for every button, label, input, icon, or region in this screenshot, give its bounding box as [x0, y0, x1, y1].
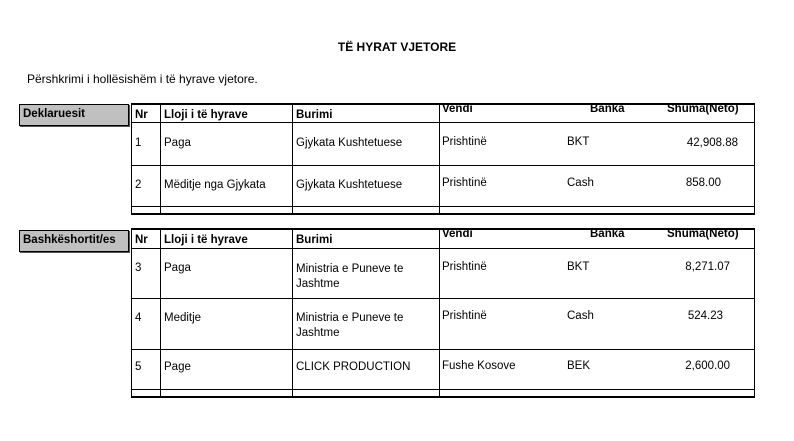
table-rule — [131, 228, 132, 398]
table-rule — [131, 349, 754, 350]
cell-amount: 42,908.88 — [686, 137, 738, 149]
cell-amount: 2,600.00 — [685, 360, 730, 372]
cell-source: CLICK PRODUCTION — [296, 361, 411, 373]
cell-bank: Cash — [567, 310, 594, 322]
table-rule — [754, 228, 755, 398]
header-amount: Shuma(Neto) — [667, 103, 739, 115]
header-source: Burimi — [296, 234, 333, 246]
cell-place: Prishtinë — [442, 261, 487, 273]
cell-bank: Cash — [567, 177, 594, 189]
cell-amount: 524.23 — [687, 310, 723, 322]
cell-income-type: Meditje — [164, 312, 202, 324]
table-rule — [131, 298, 754, 299]
table-rule — [292, 103, 293, 215]
header-nr: Nr — [135, 234, 148, 246]
cell-source: Gjykata Kushtetuese — [296, 179, 403, 191]
cell-nr: 2 — [135, 179, 142, 191]
cell-bank: BKT — [567, 136, 590, 148]
table-rule — [131, 248, 754, 249]
cell-bank: BKT — [567, 261, 590, 273]
cell-source: Ministria e Puneve te Jashtme — [296, 263, 404, 290]
cell-source: Gjykata Kushtetuese — [296, 137, 403, 149]
cell-income-type: Mëditje nga Gjykata — [164, 179, 266, 191]
header-place: Vendi — [442, 103, 473, 115]
cell-income-type: Paga — [164, 137, 191, 149]
table-rule — [131, 396, 754, 398]
table-rule — [131, 213, 754, 215]
table-rule — [439, 228, 440, 398]
header-bank: Banka — [590, 103, 625, 115]
cell-source: Ministria e Puneve te Jashtme — [296, 312, 404, 339]
cell-place: Prishtinë — [442, 177, 487, 189]
cell-bank: BEK — [567, 360, 591, 372]
header-income-type: Lloji i të hyrave — [164, 234, 248, 246]
table-rule — [131, 103, 132, 215]
cell-nr: 4 — [135, 312, 142, 324]
table-rule — [160, 228, 161, 398]
cell-amount: 8,271.07 — [685, 261, 730, 273]
table-rule — [439, 103, 440, 215]
cell-income-type: Paga — [164, 262, 191, 274]
cell-place: Prishtinë — [442, 136, 487, 148]
header-source: Burimi — [296, 109, 333, 121]
table-rule — [131, 206, 754, 207]
document-title: TË HYRAT VJETORE — [337, 40, 457, 54]
header-place: Vendi — [442, 228, 473, 240]
cell-nr: 3 — [135, 262, 142, 274]
section-label-spouse: Bashkëshortit/es — [19, 230, 129, 252]
header-nr: Nr — [135, 109, 148, 121]
cell-nr: 5 — [135, 361, 142, 373]
cell-nr: 1 — [135, 137, 142, 149]
header-bank: Banka — [590, 228, 625, 240]
cell-amount: 858.00 — [685, 177, 721, 189]
table-rule — [754, 103, 755, 215]
table-rule — [131, 165, 754, 166]
table-rule — [160, 103, 161, 215]
cell-place: Fushe Kosove — [442, 360, 516, 372]
header-income-type: Lloji i të hyrave — [164, 109, 248, 121]
header-amount: Shuma(Neto) — [667, 228, 739, 240]
cell-place: Prishtinë — [442, 310, 487, 322]
table-rule — [292, 228, 293, 398]
table-rule — [131, 389, 754, 390]
cell-income-type: Page — [164, 361, 191, 373]
document-intro: Përshkrimi i hollësishëm i të hyrave vjetore. — [27, 72, 258, 86]
section-label-declarant: Deklaruesit — [19, 104, 129, 126]
